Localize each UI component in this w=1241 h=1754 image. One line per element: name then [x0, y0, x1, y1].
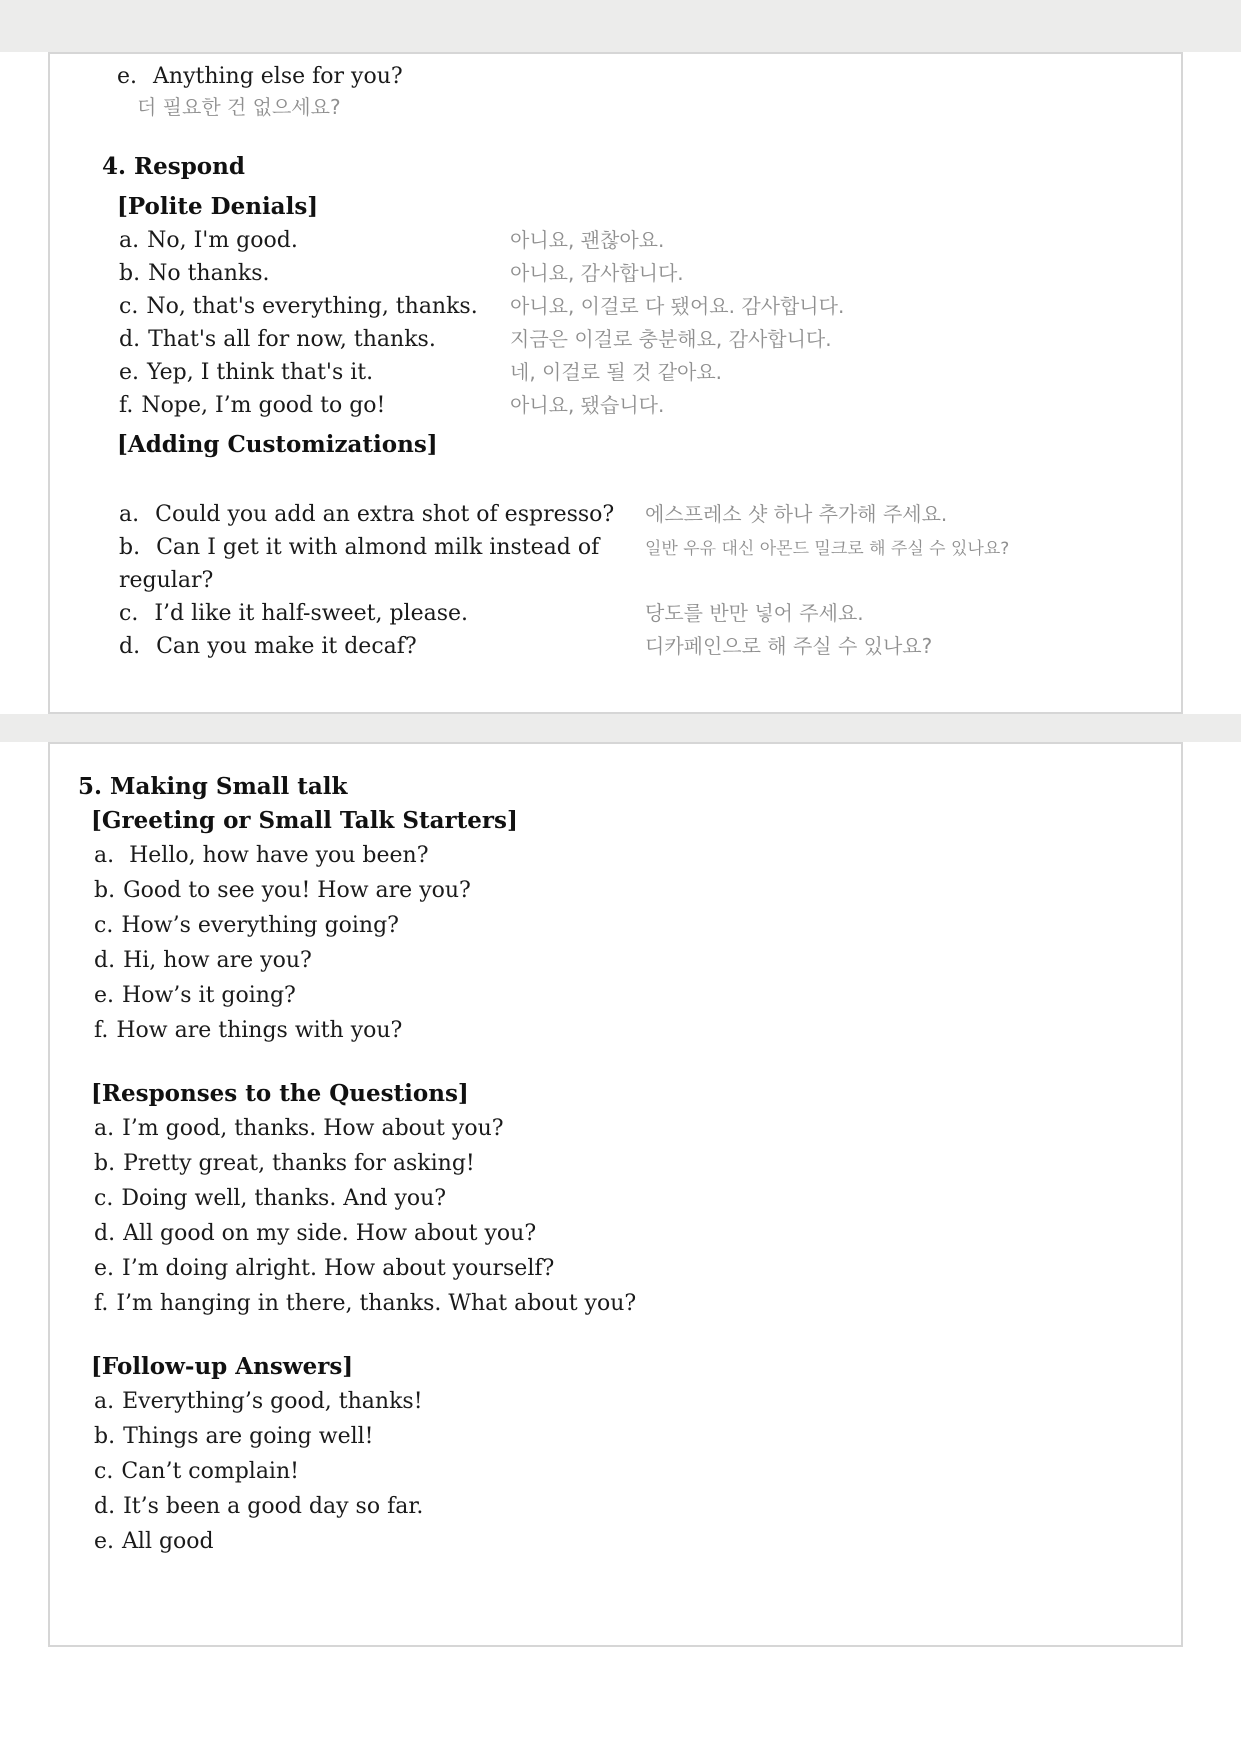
small-talk-card — [48, 742, 1183, 1647]
item-label: d. — [119, 634, 141, 659]
item-english: That's all for now, thanks. — [148, 327, 436, 352]
list-item — [94, 1146, 1155, 1181]
item-english: Good to see you! How are you? — [123, 878, 471, 903]
list-item — [94, 838, 1155, 873]
item-english: Can’t complain! — [121, 1459, 299, 1484]
item-label: e. — [94, 983, 115, 1008]
item-label: d. — [119, 327, 141, 352]
list-item — [119, 389, 1155, 422]
greetings-list — [94, 838, 1155, 1048]
item-korean: 지금은 이걸로 충분해요, 감사합니다. — [510, 327, 832, 351]
list-item — [119, 498, 1155, 531]
item-label: d. — [94, 1221, 116, 1246]
item-english: No, that's everything, thanks. — [146, 294, 478, 319]
section-title-respond: 4. Respond — [102, 153, 245, 180]
respond-card — [48, 52, 1183, 714]
list-item — [94, 1524, 1155, 1559]
list-item — [94, 1384, 1155, 1419]
item-label: f. — [119, 393, 134, 418]
item-english: Things are going well! — [123, 1424, 374, 1449]
item-english: Could you add an extra shot of espresso? — [155, 502, 615, 527]
list-item — [94, 1251, 1155, 1286]
polite-denials-list — [119, 224, 1155, 422]
item-label: b. — [94, 878, 116, 903]
list-item — [94, 1419, 1155, 1454]
item-korean: 디카페인으로 해 주실 수 있나요? — [645, 634, 933, 658]
item-english: How are things with you? — [116, 1018, 403, 1043]
item-label: c. — [119, 601, 139, 626]
item-english: Doing well, thanks. And you? — [121, 1186, 447, 1211]
list-item — [94, 1216, 1155, 1251]
item-english: All good on my side. How about you? — [123, 1221, 537, 1246]
item-label: a. — [94, 843, 115, 868]
item-label: c. — [119, 294, 139, 319]
item-english: Hello, how have you been? — [122, 843, 429, 868]
item-korean: 아니요, 감사합니다. — [510, 261, 684, 285]
item-label: f. — [94, 1018, 109, 1043]
list-item — [94, 1111, 1155, 1146]
section-title-small-talk: 5. Making Small talk — [78, 773, 348, 800]
item-korean: 일반 우유 대신 아몬드 밀크로 해 주실 수 있나요? — [645, 539, 1010, 559]
item-label: c. — [94, 1459, 114, 1484]
item-english: I’d like it half-sweet, please. — [154, 601, 469, 626]
list-item — [94, 1489, 1155, 1524]
page-top-strip — [0, 0, 1241, 52]
item-label: b. — [119, 261, 141, 286]
item-english: How’s it going? — [122, 983, 296, 1008]
item-label: f. — [94, 1291, 109, 1316]
item-english: Hi, how are you? — [123, 948, 312, 973]
item-english: Everything’s good, thanks! — [122, 1389, 423, 1414]
list-item — [94, 908, 1155, 943]
group-heading-polite-denials: [Polite Denials] — [117, 193, 319, 220]
item-english: All good — [122, 1529, 214, 1554]
item-english: No thanks. — [148, 261, 270, 286]
list-item — [94, 1286, 1155, 1321]
group-heading-responses: [Responses to the Questions] — [91, 1080, 469, 1107]
item-label: c. — [94, 913, 114, 938]
item-korean: 더 필요한 건 없으세요? — [137, 95, 341, 119]
item-english: Nope, I’m good to go! — [141, 393, 386, 418]
group-heading-adding-customizations: [Adding Customizations] — [117, 431, 438, 458]
list-item — [94, 943, 1155, 978]
card-gap-strip — [0, 714, 1241, 742]
list-item — [94, 873, 1155, 908]
item-label: a. — [94, 1116, 115, 1141]
item-korean: 아니요, 괜찮아요. — [510, 228, 665, 252]
list-item — [119, 356, 1155, 389]
item-korean: 아니요, 이걸로 다 됐어요. 감사합니다. — [510, 294, 845, 318]
item-label: b. — [94, 1424, 116, 1449]
item-korean: 에스프레소 샷 하나 추가해 주세요. — [645, 502, 948, 526]
item-english: No, I'm good. — [147, 228, 298, 253]
customizations-list — [119, 498, 1155, 663]
item-label: b. — [94, 1151, 116, 1176]
group-heading-greetings: [Greeting or Small Talk Starters] — [91, 807, 518, 834]
item-label: e. — [94, 1256, 115, 1281]
list-item — [94, 978, 1155, 1013]
item-label: e. — [119, 360, 140, 385]
item-english: I’m doing alright. How about yourself? — [122, 1256, 555, 1281]
list-item — [119, 323, 1155, 356]
group-heading-followups: [Follow-up Answers] — [91, 1353, 354, 1380]
list-item — [94, 1013, 1155, 1048]
list-item — [119, 630, 1155, 663]
list-item — [119, 224, 1155, 257]
item-label: d. — [94, 948, 116, 973]
item-english: Yep, I think that's it. — [147, 360, 374, 385]
followups-list — [94, 1384, 1155, 1559]
item-english: How’s everything going? — [121, 913, 399, 938]
list-item — [119, 290, 1155, 323]
item-label: d. — [94, 1494, 116, 1519]
item-korean: 네, 이걸로 될 것 같아요. — [510, 360, 723, 384]
item-english: I’m good, thanks. How about you? — [122, 1116, 504, 1141]
item-english: Pretty great, thanks for asking! — [123, 1151, 475, 1176]
item-label: a. — [94, 1389, 115, 1414]
list-item — [119, 531, 1155, 597]
item-label: b. — [119, 535, 141, 560]
item-label: e. — [117, 64, 138, 89]
item-korean: 아니요, 됐습니다. — [510, 393, 665, 417]
list-item — [94, 1181, 1155, 1216]
responses-list — [94, 1111, 1155, 1321]
item-korean: 당도를 반만 넣어 주세요. — [645, 601, 864, 625]
item-label: a. — [119, 502, 140, 527]
item-english: Can you make it decaf? — [156, 634, 417, 659]
intro-item — [117, 62, 1155, 92]
list-item — [119, 597, 1155, 630]
item-english: It’s been a good day so far. — [123, 1494, 424, 1519]
list-item — [94, 1454, 1155, 1489]
item-label: e. — [94, 1529, 115, 1554]
item-label: c. — [94, 1186, 114, 1211]
item-english: Anything else for you? — [153, 64, 403, 89]
item-label: a. — [119, 228, 140, 253]
item-english: Can I get it with almond milk instead of regular? — [119, 535, 600, 593]
list-item — [119, 257, 1155, 290]
item-english: I’m hanging in there, thanks. What about you? — [116, 1291, 637, 1316]
